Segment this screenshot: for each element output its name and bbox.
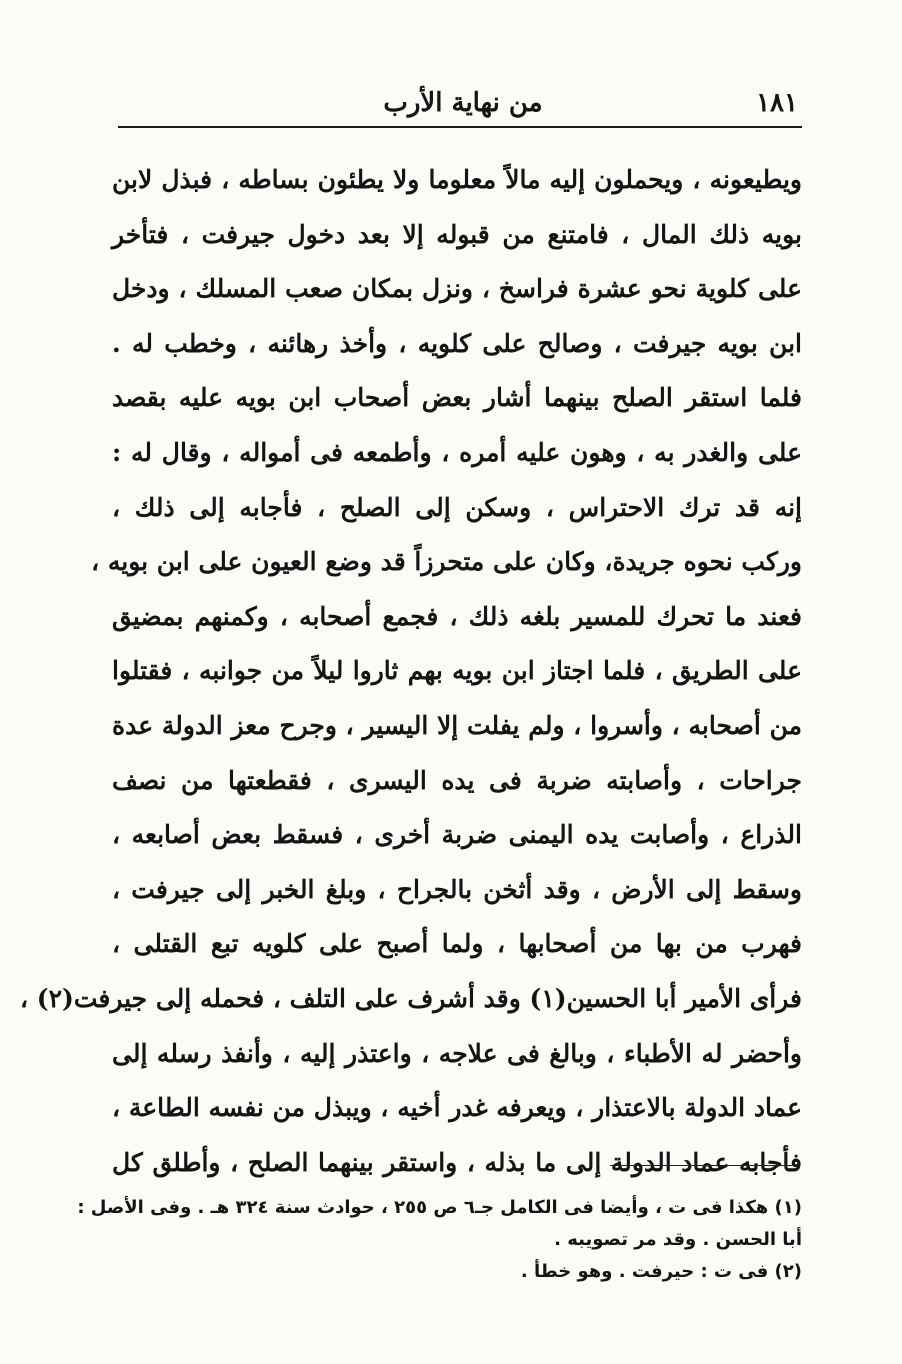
footnote-1: (١) هكذا فى ت ، وأيضا فى الكامل جـ٦ ص ٢٥٥ ، حوادث سنة ٣٢٤ هـ . وفى الأصل : bbox=[77, 1197, 802, 1218]
text-line: فأجابه عماد الدولة إلى ما بذله ، واستقر بينهما الصلح ، وأطلق كل bbox=[112, 1147, 802, 1177]
text-line: على والغدر به ، وهون عليه أمره ، وأطمعه فى أمواله ، وقال له : bbox=[112, 437, 802, 467]
page-number: ١٨١ bbox=[756, 88, 798, 118]
header-rule bbox=[118, 126, 802, 128]
running-title: من نهاية الأرب bbox=[383, 88, 543, 118]
footnote-rule bbox=[610, 1165, 800, 1166]
text-line: فعند ما تحرك للمسير بلغه ذلك ، فجمع أصحابه ، وكمنهم بمضيق bbox=[112, 601, 802, 631]
text-line: وركب نحوه جريدة، وكان على متحرزاً قد وضع العيون على ابن بويه ، bbox=[91, 547, 802, 577]
footnote-1-continuation: أبا الحسن . وقد مر تصويبه . bbox=[554, 1229, 802, 1250]
text-line: وأحضر له الأطباء ، وبالغ فى علاجه ، واعتذر إليه ، وأنفذ رسله إلى bbox=[112, 1038, 802, 1068]
footnotes bbox=[77, 1192, 802, 1288]
text-line: عماد الدولة بالاعتذار ، ويعرفه غدر أخيه ، ويبذل من نفسه الطاعة ، bbox=[112, 1093, 802, 1123]
footnote-2: (٢) فى ت : حيرفت . وهو خطأ . bbox=[520, 1261, 802, 1282]
text-line: فهرب من بها من أصحابها ، ولما أصبح على كلويه تبع القتلى ، bbox=[112, 929, 802, 959]
body-text bbox=[19, 153, 802, 1190]
text-line: فرأى الأمير أبا الحسين(١) وقد أشرف على التلف ، فحمله إلى جيرفت(٢) ، bbox=[19, 983, 802, 1013]
text-line: من أصحابه ، وأسروا ، ولم يفلت إلا اليسير ، وجرح معز الدولة عدة bbox=[112, 710, 802, 740]
text-line: الذراع ، وأصابت يده اليمنى ضربة أخرى ، فسقط بعض أصابعه ، bbox=[112, 820, 802, 850]
text-line: على كلوية نحو عشرة فراسخ ، ونزل بمكان صعب المسلك ، ودخل bbox=[112, 274, 802, 304]
text-line: فلما استقر الصلح بينهما أشار بعض أصحاب ابن بويه عليه بقصد bbox=[112, 383, 802, 413]
text-line: ويطيعونه ، ويحملون إليه مالاً معلوما ولا يطئون بساطه ، فبذل لابن bbox=[112, 165, 802, 194]
text-line: ابن بويه جيرفت ، وصالح على كلويه ، وأخذ رهائنه ، وخطب له . bbox=[112, 328, 802, 358]
text-line: وسقط إلى الأرض ، وقد أثخن بالجراح ، وبلغ الخبر إلى جيرفت ، bbox=[112, 874, 802, 904]
text-line: جراحات ، وأصابته ضربة فى يده اليسرى ، فقطعتها من نصف bbox=[112, 765, 802, 795]
text-line: بويه ذلك المال ، فامتنع من قبوله إلا بعد دخول جيرفت ، فتأخر bbox=[112, 219, 802, 249]
running-header bbox=[128, 80, 798, 126]
text-line: إنه قد ترك الاحتراس ، وسكن إلى الصلح ، فأجابه إلى ذلك ، bbox=[112, 492, 802, 522]
text-line: على الطريق ، فلما اجتاز ابن بويه بهم ثاروا ليلاً من جوانبه ، فقتلوا bbox=[112, 656, 802, 686]
